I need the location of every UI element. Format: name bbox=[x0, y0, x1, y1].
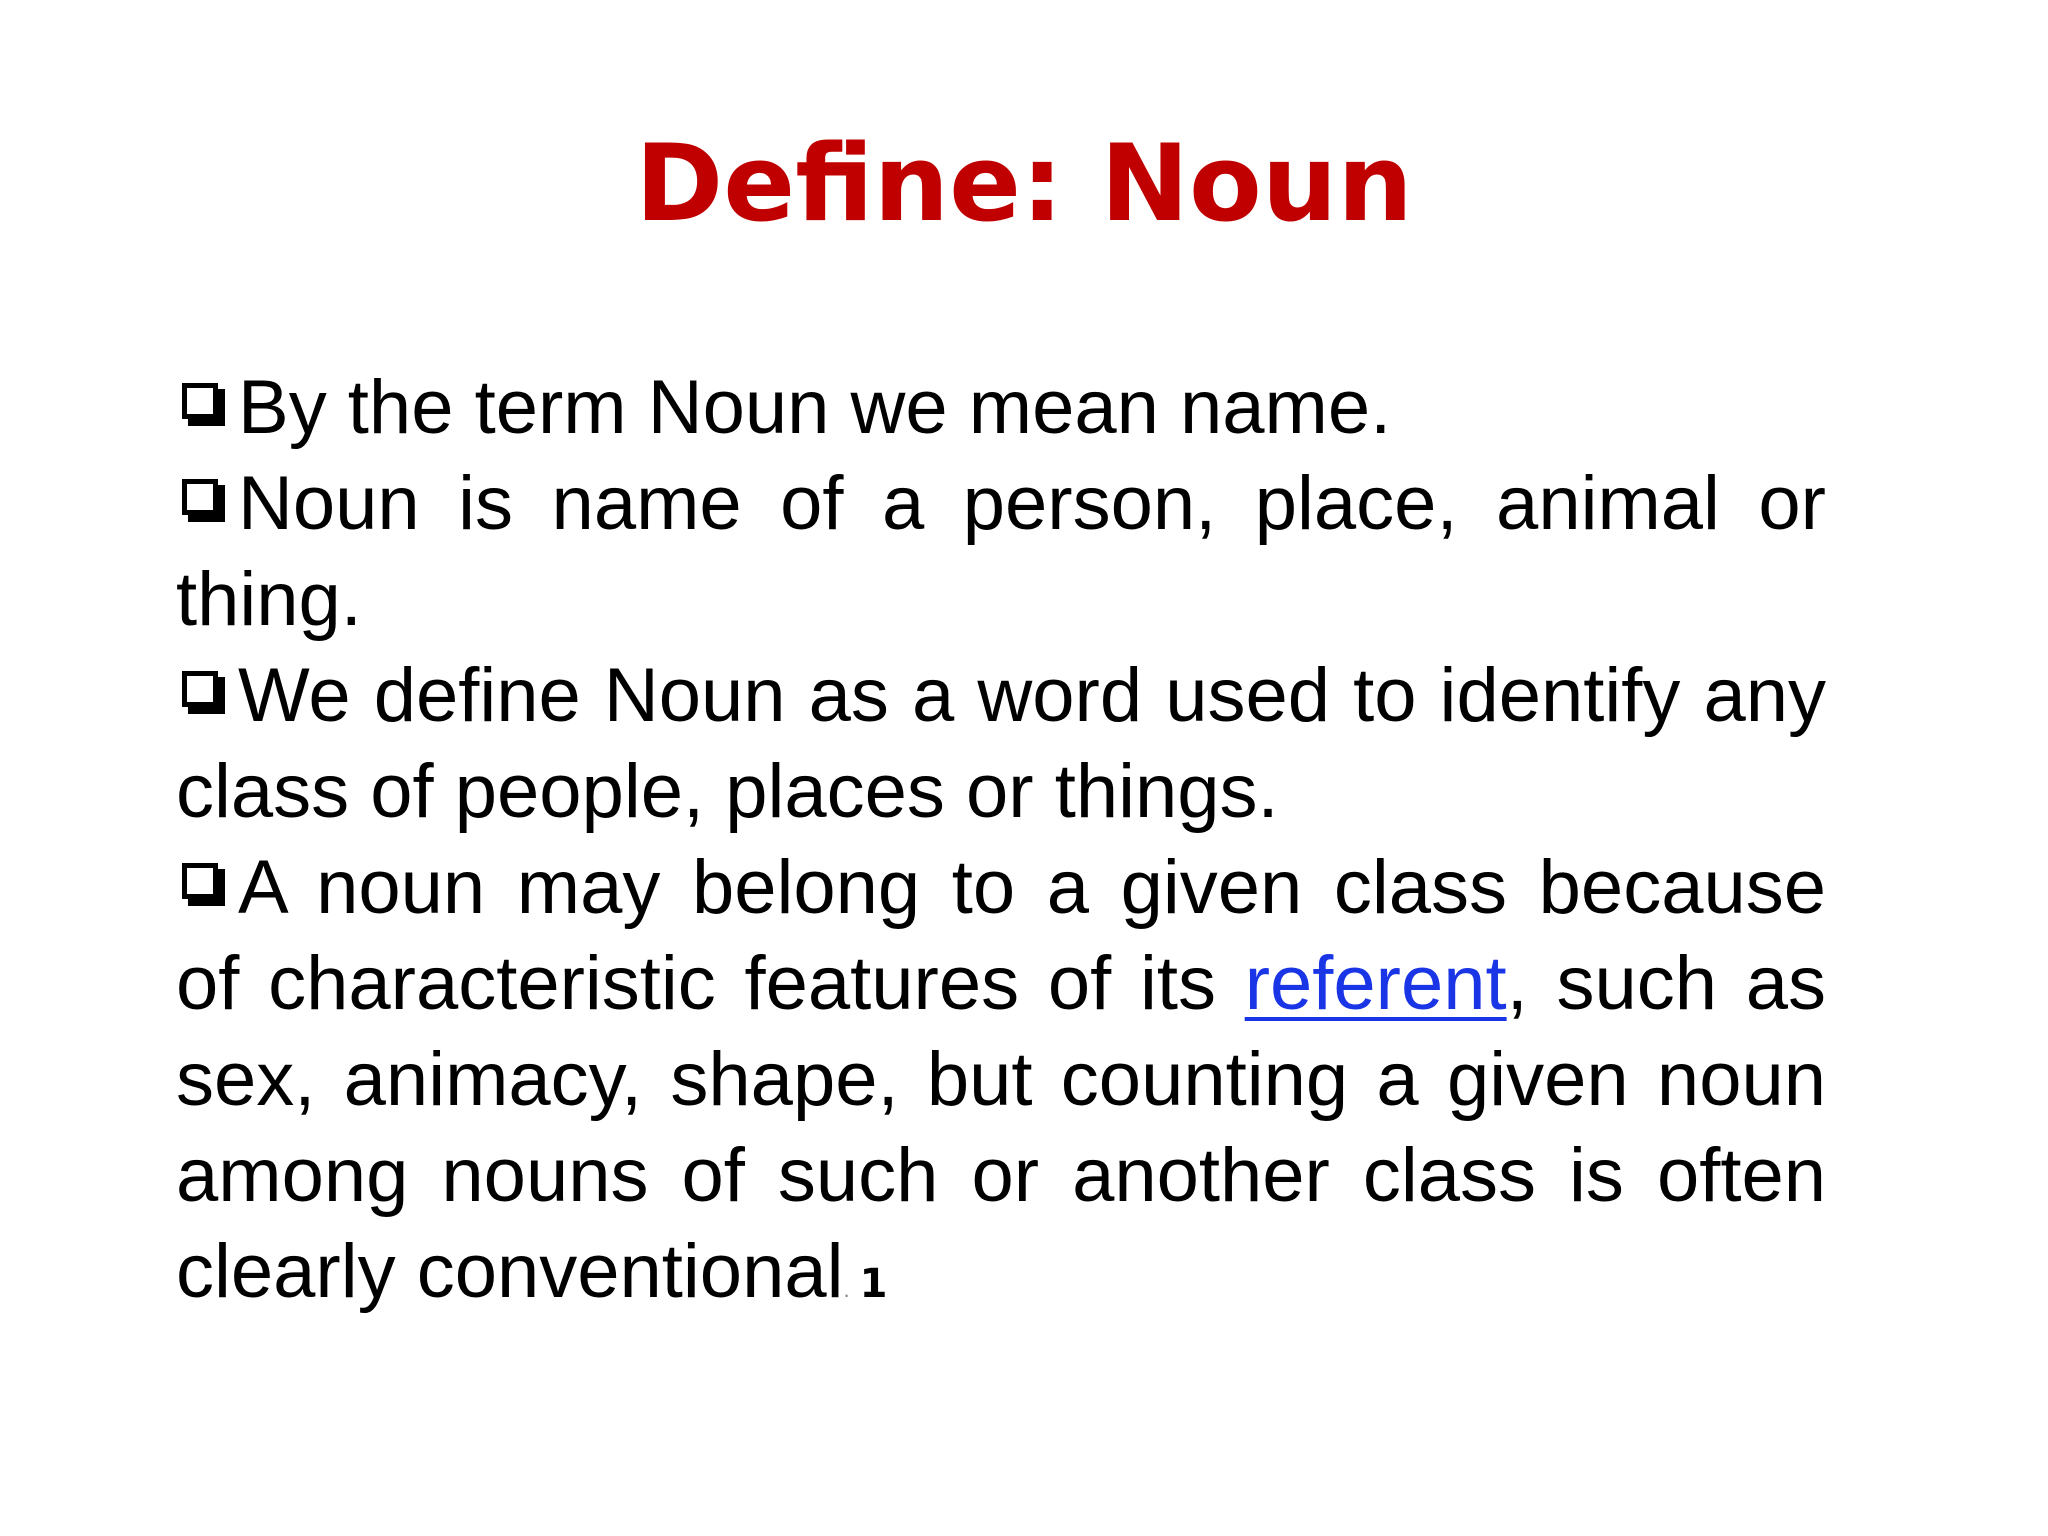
footnote-number: 1 bbox=[859, 1261, 888, 1307]
checkbox-bullet-icon bbox=[176, 667, 234, 725]
bullet-text: We define Noun as a word used to identify any class of people, places or things. bbox=[176, 653, 1826, 834]
bullet-item-4 bbox=[176, 840, 1826, 1338]
checkbox-bullet-icon bbox=[176, 475, 234, 533]
slide-body bbox=[176, 360, 1826, 1338]
trailing-period: . bbox=[843, 1277, 850, 1302]
referent-link[interactable]: referent bbox=[1244, 941, 1507, 1026]
bullet-text: Noun is name of a person, place, animal or thing. bbox=[176, 461, 1826, 642]
slide-title: Define: Noun bbox=[635, 122, 1413, 245]
bullet-text-suffix: , such as sex, animacy, shape, but counting a given noun among nouns of such or another class is often clearly conventional bbox=[176, 941, 1826, 1314]
bullet-text: By the term Noun we mean name. bbox=[238, 365, 1392, 450]
bullet-item-2 bbox=[176, 456, 1826, 648]
bullet-item-3 bbox=[176, 648, 1826, 840]
bullet-item-1 bbox=[176, 360, 1826, 456]
checkbox-bullet-icon bbox=[176, 859, 234, 917]
checkbox-bullet-icon bbox=[176, 379, 234, 437]
bullet-text-prefix: A noun may belong to a given class because of characteristic features of its bbox=[176, 845, 1826, 1026]
